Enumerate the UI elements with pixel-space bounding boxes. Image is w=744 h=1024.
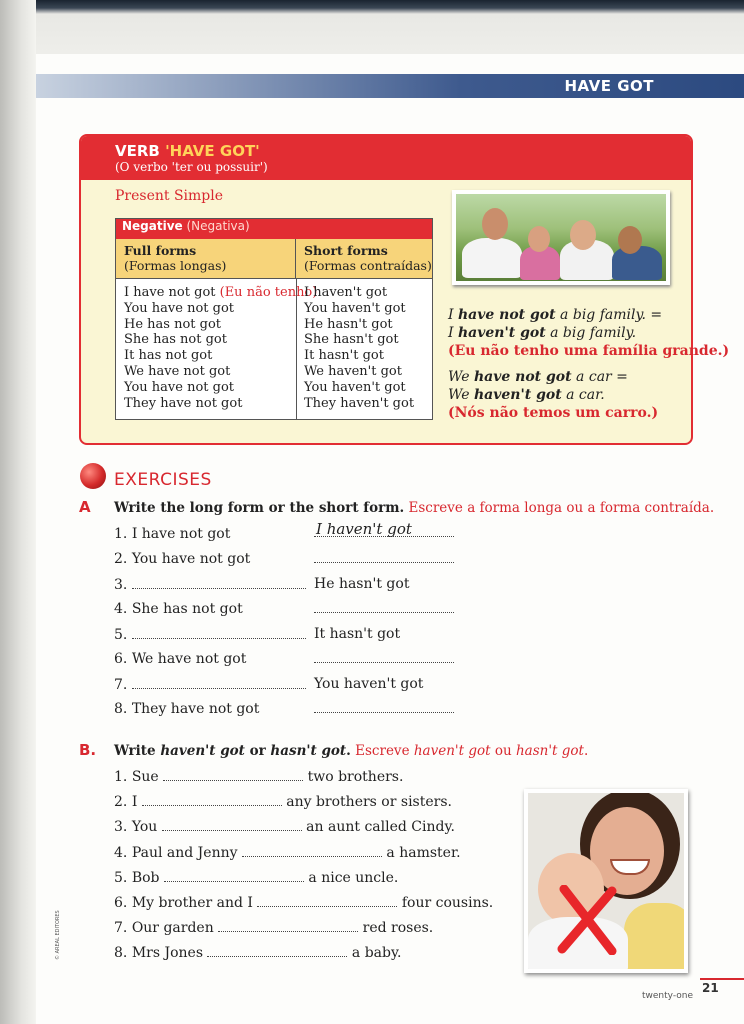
exercise-a-answer-field[interactable]: [314, 650, 454, 667]
example-text: I: [448, 307, 458, 323]
example-text: a car.: [561, 387, 605, 403]
person-face: [618, 226, 642, 254]
short-forms-list: [304, 285, 414, 411]
item-number: 2.: [114, 794, 128, 810]
item-text: red roses.: [358, 920, 434, 936]
item-number: 7.: [114, 920, 128, 936]
item-text: any brothers or sisters.: [281, 794, 452, 810]
instruction-en: Write the long form or the short form.: [114, 500, 405, 516]
item-number: 8.: [114, 945, 128, 961]
grammar-title: [115, 142, 260, 160]
item-number: 1.: [114, 526, 128, 542]
instruction-pt-italic: haven't got: [413, 743, 491, 759]
example-text: I: [448, 325, 458, 341]
item-number: 3.: [114, 819, 128, 835]
answer-blank[interactable]: [218, 919, 358, 932]
mother-baby-photo: [524, 789, 688, 973]
grammar-title-verb: 'HAVE GOT': [165, 142, 260, 160]
example-bold: haven't got: [473, 387, 562, 403]
short-form-row: You haven't got: [304, 379, 406, 395]
item-text: My brother and I: [131, 895, 258, 911]
exercises-title: EXERCISES: [114, 470, 212, 490]
answer-blank[interactable]: [314, 600, 454, 613]
instruction-pt: .: [583, 743, 589, 759]
example-text: a big family. =: [555, 307, 663, 323]
example-text: We: [448, 387, 474, 403]
mother-top: [624, 903, 684, 969]
exercise-a-item: [114, 576, 306, 593]
item-text: You: [131, 819, 162, 835]
full-forms-title: Full forms: [124, 243, 197, 258]
instruction-italic: hasn't got: [270, 743, 347, 759]
answer-blank[interactable]: [162, 818, 302, 831]
exercise-a-item: [114, 601, 243, 617]
item-text: an aunt called Cindy.: [301, 819, 455, 835]
short-form-row: We haven't got: [304, 363, 402, 379]
tense-label: Present Simple: [115, 188, 224, 204]
full-form-row: They have not got: [124, 395, 243, 411]
person-shape: [462, 238, 522, 278]
short-forms-subtitle: (Formas contraídas): [304, 258, 432, 273]
exercise-b-item: [114, 844, 461, 861]
negative-header: [116, 219, 432, 239]
exercise-b-item: [114, 894, 493, 911]
exercise-a-answer-field[interactable]: [314, 700, 454, 717]
instruction-pt: ou: [490, 743, 516, 759]
exercise-b-letter: B.: [79, 741, 97, 759]
exercise-a-item: [114, 651, 246, 667]
item-number: 2.: [114, 551, 128, 567]
family-photo: [452, 190, 670, 285]
answer-blank[interactable]: [164, 869, 304, 882]
short-form-row: She hasn't got: [304, 332, 399, 348]
exercise-b-item: [114, 919, 433, 936]
exercise-a-item: [114, 551, 250, 567]
item-text: Mrs Jones: [131, 945, 208, 961]
instruction-pt: Escreve: [350, 743, 414, 759]
grammar-subtitle: (O verbo 'ter ou possuir'): [115, 160, 268, 174]
item-text: a nice uncle.: [303, 870, 399, 886]
answer-blank[interactable]: [142, 793, 282, 806]
item-long-form: I have not got: [131, 526, 231, 542]
item-number: 4.: [114, 601, 128, 617]
item-number: 6.: [114, 651, 128, 667]
instruction-text: or: [244, 743, 271, 759]
negative-label: Negative: [122, 219, 183, 233]
item-short-form: You haven't got: [314, 676, 424, 692]
negative-translation: (Negativa): [182, 219, 250, 233]
full-form-row: We have not got: [124, 363, 231, 379]
exercise-a-letter: A: [79, 498, 91, 516]
item-long-form: You have not got: [131, 551, 251, 567]
person-face: [482, 208, 508, 240]
page-word: twenty-one: [642, 991, 693, 1001]
chapter-header-bar: [36, 74, 744, 98]
exercise-a-instruction: [114, 500, 714, 516]
exercises-bullet-icon: [80, 463, 106, 489]
item-number: 5.: [114, 870, 128, 886]
mother-baby-photo-image: [528, 793, 684, 969]
item-text: two brothers.: [303, 769, 404, 785]
full-form-row: You have not got: [124, 379, 235, 395]
item-text: Bob: [131, 870, 164, 886]
family-photo-image: [456, 194, 666, 281]
short-form-row: I haven't got: [304, 285, 388, 300]
book-gutter: [0, 0, 36, 1024]
answer-blank[interactable]: [314, 550, 454, 563]
full-forms-list: [124, 285, 317, 411]
example-car: [448, 368, 658, 422]
exercise-a-item: [114, 526, 230, 542]
example-translation: (Eu não tenho uma família grande.): [448, 343, 730, 359]
short-form-row: It hasn't got: [304, 348, 384, 364]
item-text: Paul and Jenny: [131, 845, 242, 861]
instruction-text: Write: [114, 743, 161, 759]
instruction-italic: haven't got: [160, 743, 245, 759]
exercise-b-item: [114, 944, 401, 961]
answer-blank[interactable]: [242, 844, 382, 857]
short-form-row: He hasn't got: [304, 316, 393, 332]
answer-blank[interactable]: [163, 768, 303, 781]
item-number: 3.: [114, 577, 128, 593]
item-number: 4.: [114, 845, 128, 861]
page-number: 21: [702, 981, 719, 995]
full-form-row: She has not got: [124, 332, 227, 348]
full-form-row: He has not got: [124, 316, 222, 332]
example-translation: (Nós não temos um carro.): [448, 405, 659, 421]
item-text: Sue: [131, 769, 164, 785]
exercise-a-answer-field[interactable]: [314, 550, 454, 567]
chapter-title: HAVE GOT: [564, 77, 654, 95]
item-short-form: It hasn't got: [314, 626, 401, 642]
example-text: a car =: [571, 369, 628, 385]
short-forms-header: [296, 239, 432, 279]
exercise-a-answer-field[interactable]: [314, 600, 454, 617]
item-text: four cousins.: [397, 895, 494, 911]
instruction-pt-italic: hasn't got: [515, 743, 584, 759]
item-text: Our garden: [131, 920, 219, 936]
full-form-row: It has not got: [124, 348, 213, 364]
full-forms-header: [116, 239, 296, 279]
item-number: 6.: [114, 895, 128, 911]
item-text: a baby.: [347, 945, 402, 961]
publisher-credit: © AREAL EDITORES: [55, 910, 61, 960]
instruction-text: .: [346, 743, 351, 759]
item-number: 5.: [114, 627, 128, 643]
full-forms-subtitle: (Formas longas): [124, 258, 227, 273]
item-number: 8.: [114, 701, 128, 717]
item-text: I: [131, 794, 142, 810]
answer-blank[interactable]: [314, 700, 454, 713]
example-line: [448, 368, 658, 386]
answer-blank[interactable]: [132, 626, 306, 639]
example-family: [448, 306, 729, 360]
example-line: [448, 386, 658, 404]
exercise-b-item: [114, 793, 452, 810]
item-number: 1.: [114, 769, 128, 785]
item-long-form: She has not got: [131, 601, 243, 617]
full-form-translation: (Eu não tenho): [219, 285, 318, 300]
item-short-form: He hasn't got: [314, 576, 410, 592]
item-long-form: They have not got: [131, 701, 260, 717]
grammar-box-header: [81, 136, 691, 180]
exercise-b-item: [114, 869, 398, 886]
full-form-text: I have not got: [124, 285, 220, 300]
page-number-rule: [700, 978, 744, 980]
exercise-a-item: [114, 626, 306, 643]
instruction-pt: Escreve a forma longa ou a forma contraída.: [404, 500, 715, 516]
answer-blank[interactable]: [257, 894, 397, 907]
cross-mark-icon: [556, 885, 620, 955]
short-forms-title: Short forms: [304, 243, 388, 258]
example-bold: have not got: [457, 307, 556, 323]
short-form-row: They haven't got: [304, 395, 415, 411]
example-text: a big family.: [545, 325, 637, 341]
exercise-b-item: [114, 818, 455, 835]
example-line: [448, 324, 729, 342]
item-number: 7.: [114, 677, 128, 693]
item-text: a hamster.: [381, 845, 461, 861]
answer-blank[interactable]: [314, 650, 454, 663]
full-form-row: [124, 285, 317, 301]
exercise-a-item: [114, 701, 259, 717]
short-form-row: You haven't got: [304, 300, 406, 316]
item-long-form: We have not got: [131, 651, 247, 667]
answer-blank[interactable]: [207, 944, 347, 957]
answer-blank[interactable]: [132, 676, 306, 689]
example-bold: have not got: [473, 369, 572, 385]
exercise-b-item: [114, 768, 403, 785]
grammar-title-prefix: VERB: [115, 142, 166, 160]
answer-blank[interactable]: [132, 576, 306, 589]
example-text: We: [448, 369, 474, 385]
person-face: [570, 220, 596, 250]
negative-forms-table: [115, 218, 433, 420]
example-line: [448, 306, 729, 324]
sample-answer: I haven't got: [316, 520, 412, 538]
page-top-edge: [0, 0, 744, 54]
full-form-row: You have not got: [124, 300, 235, 316]
person-face: [528, 226, 550, 252]
exercise-a-item: [114, 676, 306, 693]
example-bold: haven't got: [457, 325, 546, 341]
exercise-b-instruction: [114, 743, 588, 759]
